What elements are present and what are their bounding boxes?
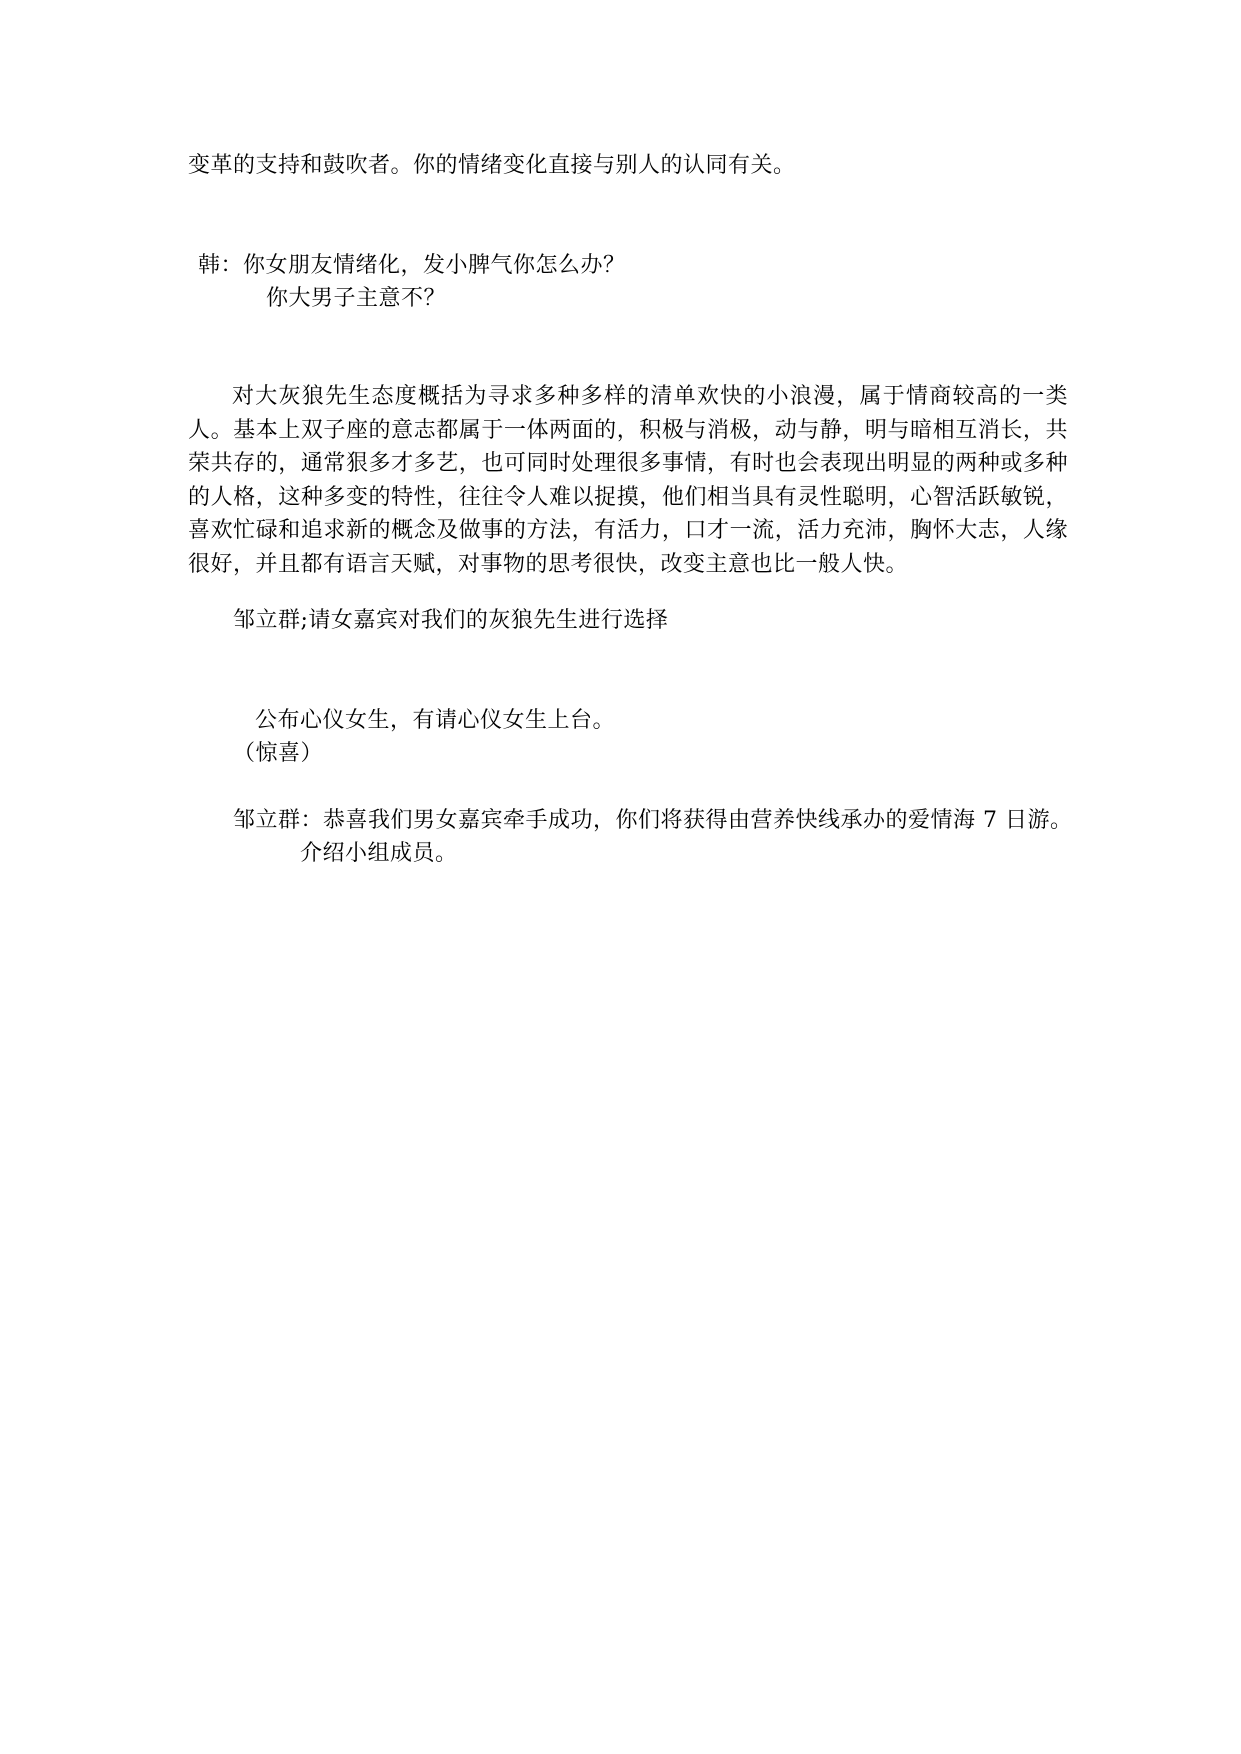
dialogue-han-followup: 你大男子主意不？ [266, 286, 447, 311]
dialogue-han-question: 韩：你女朋友情绪化，发小脾气你怎么办？ [198, 253, 626, 278]
text-announce-choice: 公布心仪女生，有请心仪女生上台。 [255, 708, 616, 733]
text-intro-members: 介绍小组成员。 [300, 841, 458, 866]
dialogue-zou-congrats: 邹立群：恭喜我们男女嘉宾牵手成功，你们将获得由营养快线承办的爱情海 7 日游。 [233, 808, 1073, 833]
paragraph-gemini-description: 对大灰狼先生态度概括为寻求多种多样的清单欢快的小浪漫，属于情商较高的一类人。基本上双子座的意志都属于一体两面的，积极与消极，动与静，明与暗相互消长，共荣共存的，通常狠多才多艺，也可同时处理很多事情，有时也会表现出明显的两种或多种的人格，这种多变的特性，往往令人难以捉摸，他们相当具有灵性聪明，心智活跃敏锐，喜欢忙碌和追求新的概念及做事的方法，有活力，口才一流，活力充沛，胸怀大志，人缘很好，并且都有语言天赋，对事物的思考很快，改变主意也比一般人快。 [188, 384, 1068, 577]
stage-direction-surprise: （惊喜） [233, 741, 324, 766]
text-line-reform-supporter: 变革的支持和鼓吹者。你的情绪变化直接与别人的认同有关。 [188, 153, 796, 178]
dialogue-zou-select: 邹立群;请女嘉宾对我们的灰狼先生进行选择 [233, 608, 669, 633]
